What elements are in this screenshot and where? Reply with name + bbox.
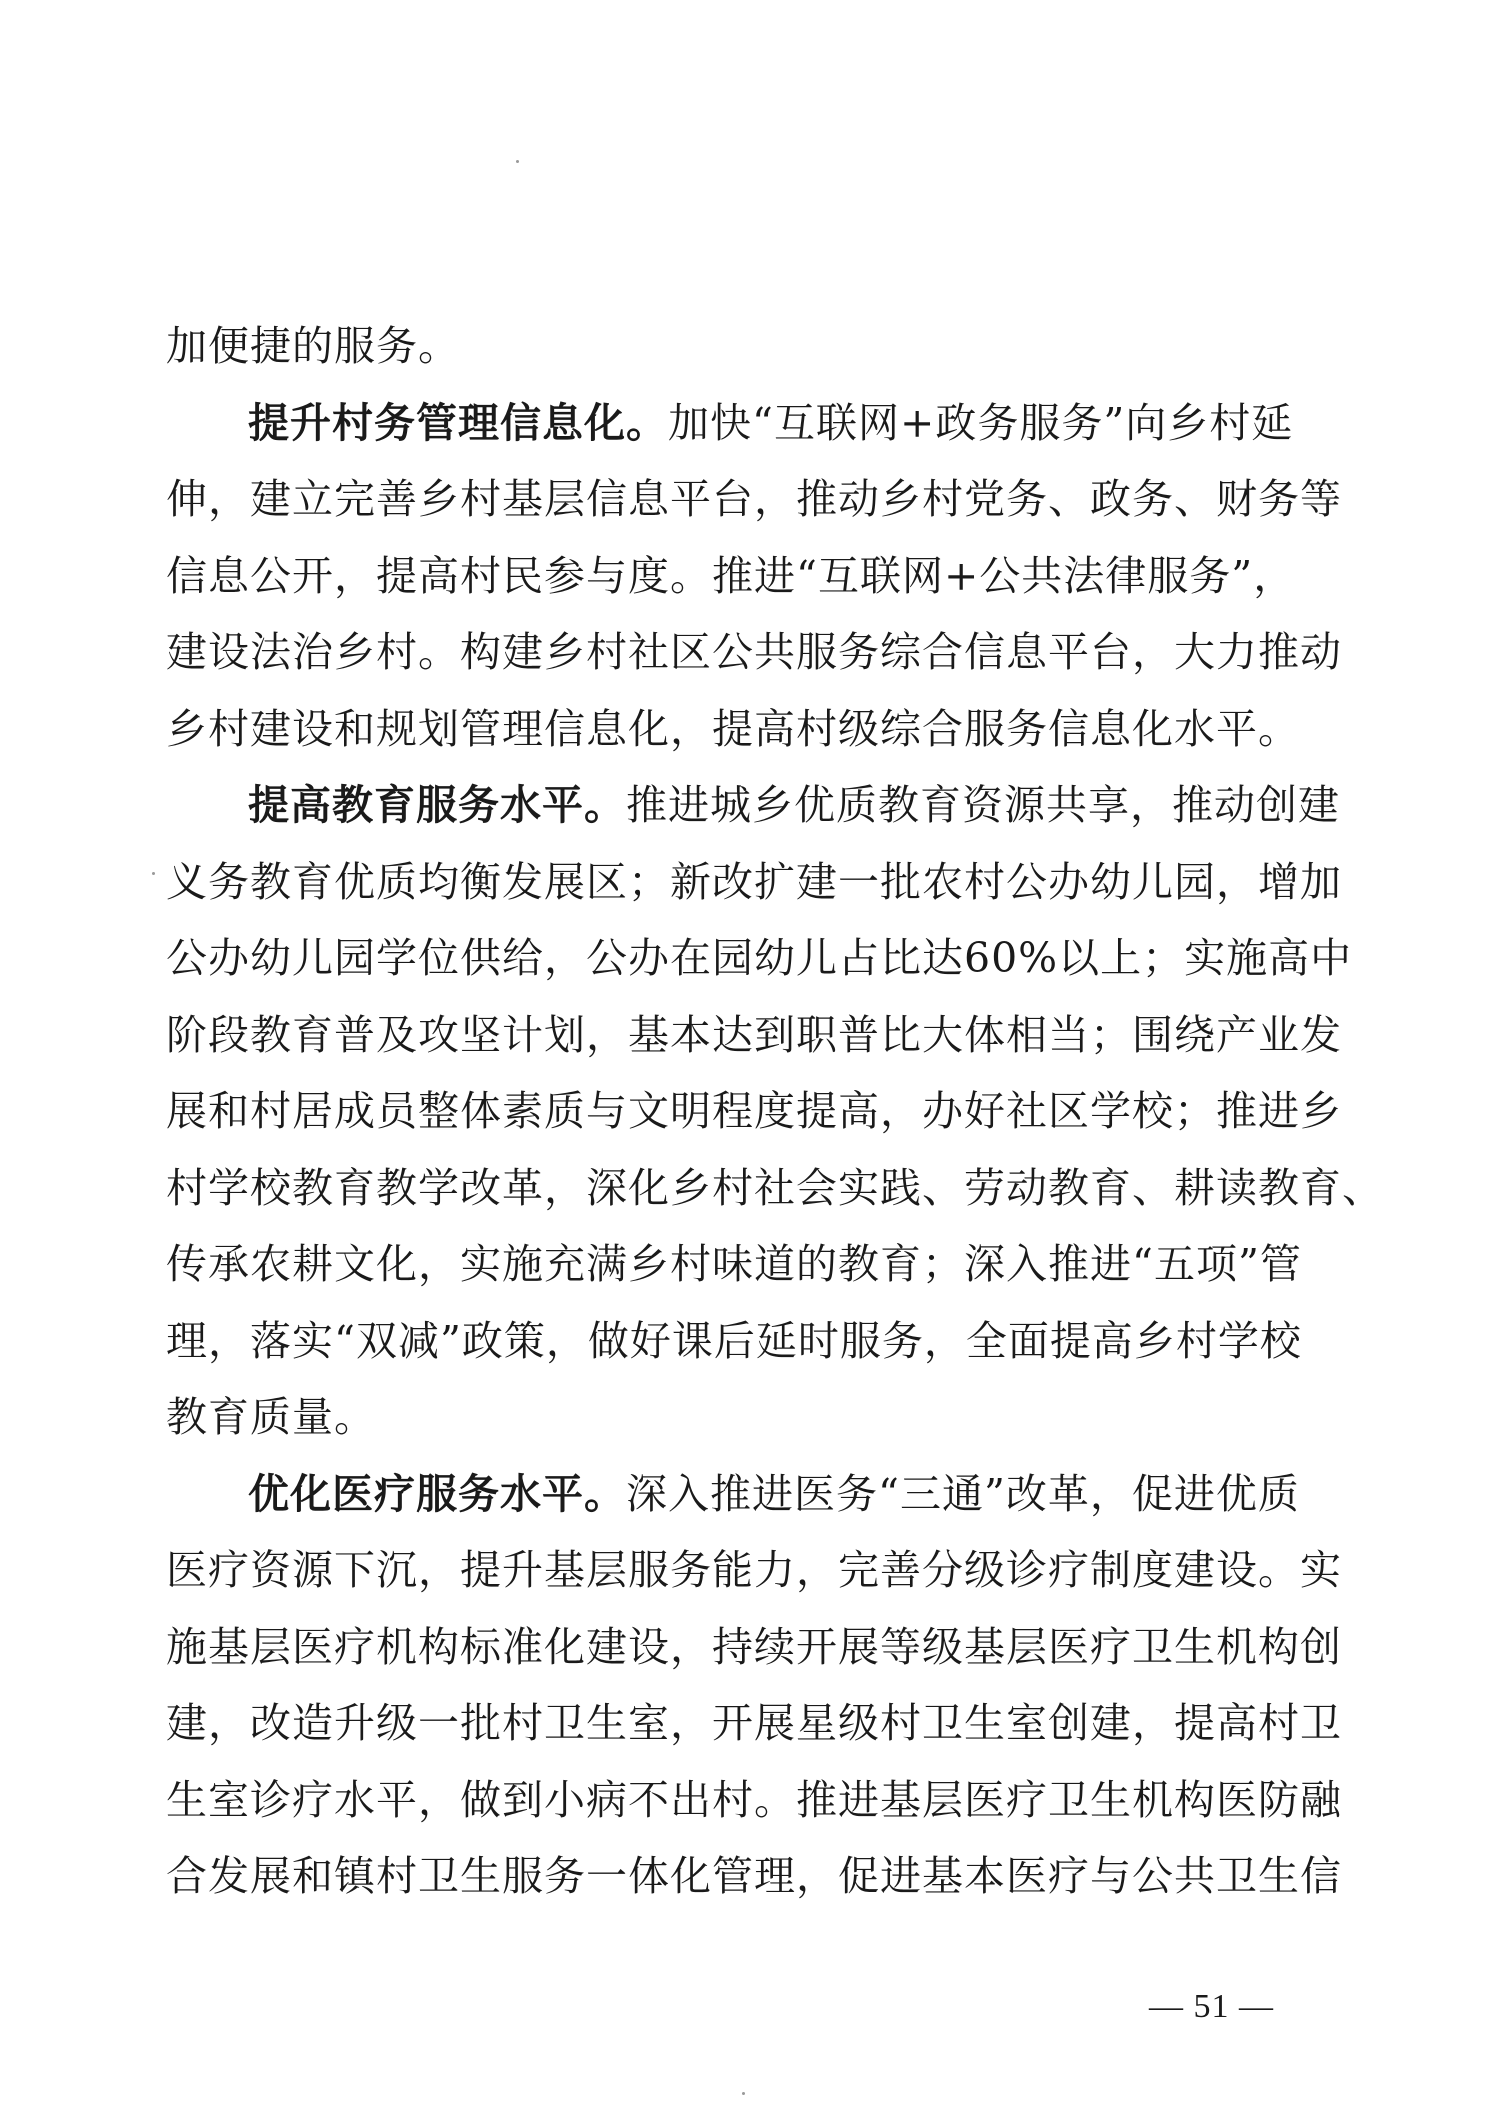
scan-speck bbox=[516, 160, 519, 163]
paragraph-start-line bbox=[166, 767, 1340, 844]
paragraph-start-line bbox=[166, 1456, 1300, 1533]
text-line: 建设法治乡村。构建乡村社区公共服务综合信息平台，大力推动 bbox=[166, 628, 1342, 676]
text-line: 教育质量。 bbox=[166, 1393, 376, 1441]
body-text bbox=[166, 308, 1384, 1915]
paragraph-start-line bbox=[166, 385, 1294, 462]
line-text: 加快“互联网+政务服务”向乡村延 bbox=[668, 398, 1294, 447]
text-line: 生室诊疗水平，做到小病不出村。推进基层医疗卫生机构医防融 bbox=[166, 1775, 1342, 1824]
text-line: 义务教育优质均衡发展区；新改扩建一批农村公办幼儿园，增加 bbox=[166, 857, 1342, 906]
text-line: 展和村居成员整体素质与文明程度提高，办好社区学校；推进乡 bbox=[166, 1087, 1342, 1135]
paragraph-heading: 优化医疗服务水平。 bbox=[248, 1469, 626, 1518]
text-line: 信息公开，提高村民参与度。推进“互联网+公共法律服务”， bbox=[166, 551, 1296, 600]
scan-speck bbox=[152, 872, 155, 875]
text-line: 建，改造升级一批村卫生室，开展星级村卫生室创建，提高村卫 bbox=[166, 1699, 1342, 1747]
text-line: 村学校教育教学改革，深化乡村社会实践、劳动教育、耕读教育、 bbox=[166, 1163, 1384, 1212]
text-line: 医疗资源下沉，提升基层服务能力，完善分级诊疗制度建设。实 bbox=[166, 1546, 1342, 1594]
text-line: 阶段教育普及攻坚计划，基本达到职普比大体相当；围绕产业发 bbox=[166, 1010, 1342, 1059]
paragraph-heading: 提高教育服务水平。 bbox=[248, 781, 626, 829]
text-line: 加便捷的服务。 bbox=[166, 322, 460, 370]
line-text: 推进城乡优质教育资源共享，推动创建 bbox=[626, 781, 1340, 829]
line-text: 深入推进医务“三通”改革，促进优质 bbox=[626, 1469, 1300, 1518]
text-line: 理，落实“双减”政策，做好课后延时服务，全面提高乡村学校 bbox=[166, 1316, 1302, 1365]
page-number: — 51 — bbox=[1149, 1988, 1274, 2025]
text-line: 施基层医疗机构标准化建设，持续开展等级基层医疗卫生机构创 bbox=[166, 1622, 1342, 1671]
scan-speck bbox=[742, 2092, 745, 2095]
text-line: 乡村建设和规划管理信息化，提高村级综合服务信息化水平。 bbox=[166, 704, 1300, 753]
text-line: 传承农耕文化，实施充满乡村味道的教育；深入推进“五项”管 bbox=[166, 1240, 1302, 1288]
text-line: 伸，建立完善乡村基层信息平台，推动乡村党务、政务、财务等 bbox=[166, 475, 1342, 523]
paragraph-heading: 提升村务管理信息化。 bbox=[248, 398, 668, 447]
text-line: 公办幼儿园学位供给，公办在园幼儿占比达60%以上；实施高中 bbox=[166, 934, 1353, 982]
text-line: 合发展和镇村卫生服务一体化管理，促进基本医疗与公共卫生信 bbox=[166, 1852, 1342, 1900]
